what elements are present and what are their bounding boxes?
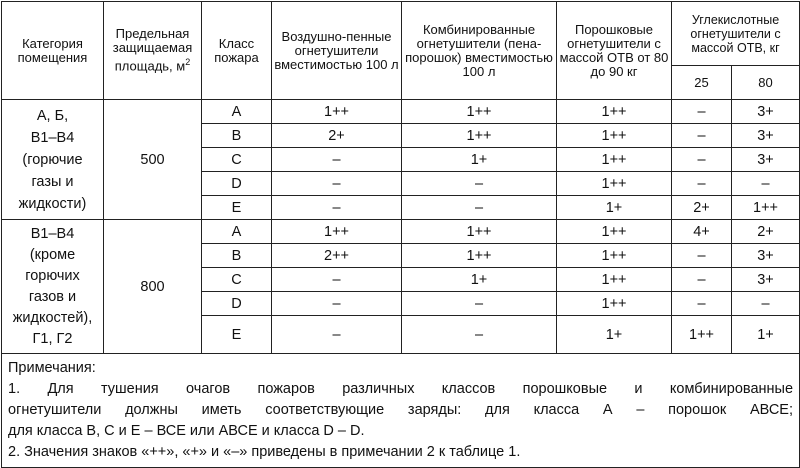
header-powder: Порошковые огнетушители с массой ОТВ от 80 до 90 кг xyxy=(557,2,672,100)
header-area-line1: Предельная защищаемая xyxy=(112,26,193,56)
note-line: огнетушители должны иметь соответствующие заряды: для класса А – порошок АВСЕ; xyxy=(8,402,794,418)
category-line: газы и xyxy=(31,173,74,190)
powder-cell: 1++ xyxy=(557,244,672,268)
combined-cell: 1++ xyxy=(402,244,557,268)
air-foam-cell: – xyxy=(272,148,402,172)
note-line: для класса В, С и Е – ВСЕ или АВСЕ и класса D – D. xyxy=(8,423,365,439)
category-cell xyxy=(2,100,104,220)
co2-80-cell: 3+ xyxy=(732,148,800,172)
combined-cell: 1++ xyxy=(402,220,557,244)
category-cell xyxy=(2,220,104,354)
table-row xyxy=(2,220,800,244)
co2-80-cell: 2+ xyxy=(732,220,800,244)
class-cell: A xyxy=(202,100,272,124)
co2-25-cell: – xyxy=(672,292,732,316)
co2-25-cell: – xyxy=(672,124,732,148)
header-co2-25: 25 xyxy=(672,66,732,100)
category-line: А, Б, xyxy=(36,107,69,124)
class-cell: D xyxy=(202,172,272,196)
co2-25-cell: – xyxy=(672,148,732,172)
combined-cell: 1+ xyxy=(402,148,557,172)
combined-cell: – xyxy=(402,292,557,316)
co2-25-cell: 1++ xyxy=(672,316,732,354)
co2-25-cell: – xyxy=(672,268,732,292)
co2-80-cell: 1+ xyxy=(732,316,800,354)
category-line: жидкостей), xyxy=(12,309,93,326)
air-foam-cell: – xyxy=(272,196,402,220)
co2-25-cell: – xyxy=(672,244,732,268)
co2-25-cell: 2+ xyxy=(672,196,732,220)
co2-25-cell: 4+ xyxy=(672,220,732,244)
combined-cell: 1+ xyxy=(402,268,557,292)
category-line: жидкости) xyxy=(18,195,87,212)
powder-cell: 1++ xyxy=(557,292,672,316)
air-foam-cell: 1++ xyxy=(272,100,402,124)
category-line: горючих xyxy=(25,267,80,284)
air-foam-cell: – xyxy=(272,316,402,354)
co2-25-cell: – xyxy=(672,172,732,196)
note-line: 1. Для тушения очагов пожаров различных классов порошковые и комбинированные xyxy=(8,381,794,397)
class-cell: A xyxy=(202,220,272,244)
notes-cell xyxy=(2,354,800,468)
powder-cell: 1++ xyxy=(557,220,672,244)
header-combined: Комбинированные огнетушители (пена-порошок) вместимостью 100 л xyxy=(402,2,557,100)
air-foam-cell: 2++ xyxy=(272,244,402,268)
area-cell: 800 xyxy=(104,220,202,354)
co2-80-cell: 1++ xyxy=(732,196,800,220)
combined-cell: 1++ xyxy=(402,100,557,124)
air-foam-cell: 2+ xyxy=(272,124,402,148)
air-foam-cell: – xyxy=(272,172,402,196)
air-foam-cell: 1++ xyxy=(272,220,402,244)
powder-cell: 1+ xyxy=(557,316,672,354)
header-co2: Углекислотные огнетушители с массой ОТВ, кг xyxy=(672,2,800,66)
header-class: Класс пожара xyxy=(202,2,272,100)
class-cell: B xyxy=(202,124,272,148)
combined-cell: – xyxy=(402,316,557,354)
powder-cell: 1++ xyxy=(557,124,672,148)
category-line: (горючие xyxy=(22,151,83,168)
powder-cell: 1++ xyxy=(557,148,672,172)
air-foam-cell: – xyxy=(272,268,402,292)
powder-cell: 1+ xyxy=(557,196,672,220)
category-line: газов и xyxy=(28,288,77,305)
co2-25-cell: – xyxy=(672,100,732,124)
co2-80-cell: 3+ xyxy=(732,268,800,292)
notes-title: Примечания: xyxy=(8,360,96,376)
co2-80-cell: – xyxy=(732,172,800,196)
class-cell: D xyxy=(202,292,272,316)
co2-80-cell: 3+ xyxy=(732,244,800,268)
co2-80-cell: 3+ xyxy=(732,100,800,124)
category-line: В1–В4 xyxy=(30,129,75,146)
table-row xyxy=(2,100,800,124)
class-cell: C xyxy=(202,148,272,172)
combined-cell: – xyxy=(402,196,557,220)
category-line: (кроме xyxy=(29,246,76,263)
powder-cell: 1++ xyxy=(557,172,672,196)
class-cell: B xyxy=(202,244,272,268)
air-foam-cell: – xyxy=(272,292,402,316)
category-line: В1–В4 xyxy=(30,225,75,242)
powder-cell: 1++ xyxy=(557,268,672,292)
area-cell: 500 xyxy=(104,100,202,220)
note-line: 2. Значения знаков «++», «+» и «–» приведены в примечании 2 к таблице 1. xyxy=(8,444,521,460)
class-cell: C xyxy=(202,268,272,292)
class-cell: E xyxy=(202,316,272,354)
class-cell: E xyxy=(202,196,272,220)
co2-80-cell: 3+ xyxy=(732,124,800,148)
header-air-foam: Воздушно-пенные огнетушители вместимостью 100 л xyxy=(272,2,402,100)
co2-80-cell: – xyxy=(732,292,800,316)
category-line: Г1, Г2 xyxy=(32,330,73,347)
header-category: Категория помещения xyxy=(2,2,104,100)
header-area-sup: 2 xyxy=(185,57,191,68)
powder-cell: 1++ xyxy=(557,100,672,124)
extinguisher-table xyxy=(1,1,800,468)
header-area-line2: площадь, м xyxy=(114,58,186,74)
header-co2-80: 80 xyxy=(732,66,800,100)
header-area xyxy=(104,2,202,100)
combined-cell: 1++ xyxy=(402,124,557,148)
combined-cell: – xyxy=(402,172,557,196)
